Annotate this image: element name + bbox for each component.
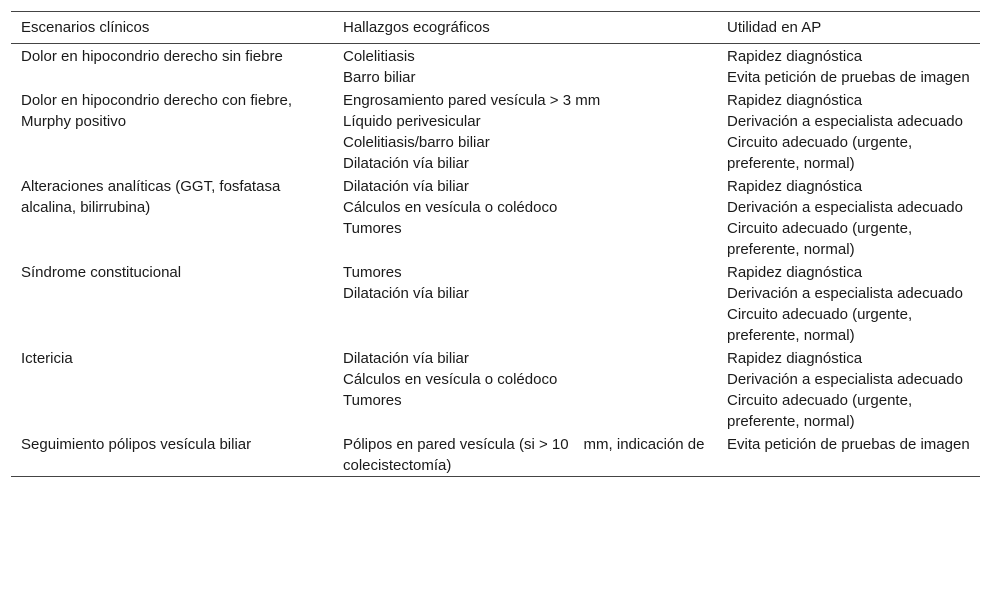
finding-item: Cálculos en vesícula o colédoco <box>343 371 558 388</box>
scenario-cell <box>11 346 333 432</box>
table-row <box>11 88 980 174</box>
table-row <box>11 174 980 260</box>
utility-cell <box>717 260 980 346</box>
finding-item: Dilatación vía biliar <box>343 155 469 172</box>
finding-item: Tumores <box>343 392 402 409</box>
finding-item: Barro biliar <box>343 69 416 86</box>
header-scenarios: Escenarios clínicos <box>21 19 150 36</box>
scenario-cell <box>11 88 333 174</box>
utility-item: Circuito adecuado (urgente, preferente, normal) <box>727 134 913 172</box>
utility-item: Derivación a especialista adecuado <box>727 285 963 302</box>
header-row <box>11 12 980 44</box>
utility-item: Evita petición de pruebas de imagen <box>727 436 970 453</box>
findings-cell <box>333 346 717 432</box>
clinical-table-container <box>11 11 980 477</box>
utility-item: Evita petición de pruebas de imagen <box>727 69 970 86</box>
table-row <box>11 44 980 89</box>
utility-item: Rapidez diagnóstica <box>727 48 863 65</box>
scenario-text: Alteraciones analíticas (GGT, fosfatasa alcalina, bilirrubina) <box>21 178 281 216</box>
finding-item: Engrosamiento pared vesícula > 3 mm <box>343 92 601 109</box>
table-row <box>11 346 980 432</box>
findings-cell <box>333 88 717 174</box>
utility-item: Circuito adecuado (urgente, preferente, normal) <box>727 220 913 258</box>
utility-item: Derivación a especialista adecuado <box>727 199 963 216</box>
finding-item: Tumores <box>343 264 402 281</box>
finding-item: Dilatación vía biliar <box>343 350 469 367</box>
utility-cell <box>717 346 980 432</box>
scenario-text: Ictericia <box>21 350 73 367</box>
findings-cell <box>333 44 717 89</box>
utility-cell <box>717 88 980 174</box>
utility-item: Rapidez diagnóstica <box>727 264 863 281</box>
scenario-text: Dolor en hipocondrio derecho con fiebre, Murphy positivo <box>21 92 293 130</box>
utility-item: Circuito adecuado (urgente, preferente, normal) <box>727 392 913 430</box>
finding-item: Colelitiasis/barro biliar <box>343 134 490 151</box>
utility-item: Rapidez diagnóstica <box>727 178 863 195</box>
finding-item: Tumores <box>343 220 402 237</box>
clinical-scenarios-table <box>11 11 980 477</box>
scenario-cell <box>11 432 333 477</box>
finding-item: Dilatación vía biliar <box>343 285 469 302</box>
findings-cell <box>333 432 717 477</box>
scenario-text: Síndrome constitucional <box>21 264 182 281</box>
findings-cell <box>333 260 717 346</box>
finding-item: Líquido perivesicular <box>343 113 481 130</box>
utility-cell <box>717 174 980 260</box>
scenario-text: Dolor en hipocondrio derecho sin fiebre <box>21 48 283 65</box>
table-body <box>11 44 980 477</box>
utility-item: Derivación a especialista adecuado <box>727 113 963 130</box>
findings-cell <box>333 174 717 260</box>
table-header <box>11 12 980 44</box>
header-findings: Hallazgos ecográficos <box>343 19 490 36</box>
finding-item: Pólipos en pared vesícula (si > 10 mm, indicación de colecistectomía) <box>343 436 705 474</box>
utility-item: Derivación a especialista adecuado <box>727 371 963 388</box>
header-utility: Utilidad en AP <box>727 19 822 36</box>
utility-cell <box>717 44 980 89</box>
scenario-cell <box>11 44 333 89</box>
utility-item: Rapidez diagnóstica <box>727 92 863 109</box>
scenario-text: Seguimiento pólipos vesícula biliar <box>21 436 252 453</box>
utility-cell <box>717 432 980 477</box>
table-row <box>11 260 980 346</box>
scenario-cell <box>11 260 333 346</box>
finding-item: Cálculos en vesícula o colédoco <box>343 199 558 216</box>
utility-item: Circuito adecuado (urgente, preferente, normal) <box>727 306 913 344</box>
utility-item: Rapidez diagnóstica <box>727 350 863 367</box>
table-row <box>11 432 980 477</box>
scenario-cell <box>11 174 333 260</box>
finding-item: Dilatación vía biliar <box>343 178 469 195</box>
finding-item: Colelitiasis <box>343 48 415 65</box>
